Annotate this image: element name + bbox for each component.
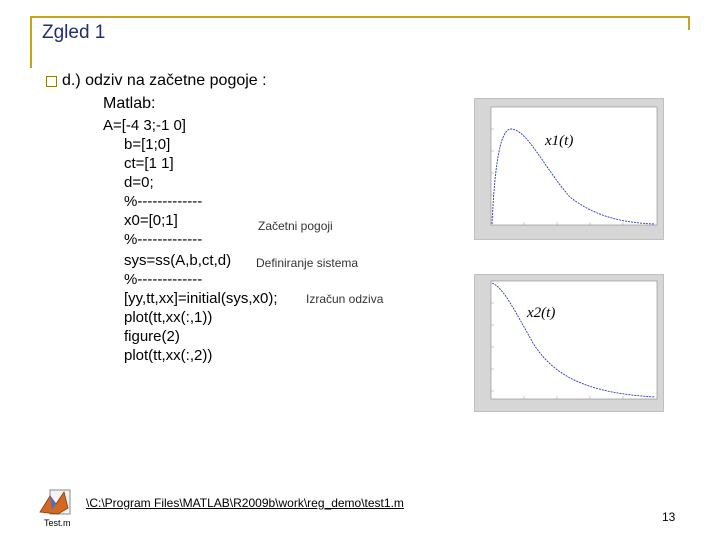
code-line: plot(tt,xx(:,2)) <box>124 347 213 364</box>
annotation-initial-conditions: Začetni pogoji <box>258 219 333 233</box>
annotation-system-definition: Definiranje sistema <box>256 256 359 270</box>
plot-x1-axes <box>491 107 657 225</box>
subheading-text: Matlab: <box>103 95 156 112</box>
code-line: figure(2) <box>124 328 180 345</box>
plot-x1-svg <box>475 99 663 239</box>
matlab-logo-icon <box>36 488 76 518</box>
plot-x2-figure <box>474 274 664 412</box>
code-line: %------------- <box>124 193 203 210</box>
annotation-response-calc: Izračun odziva <box>306 292 384 306</box>
frame-right-tick <box>688 16 690 30</box>
code-line: sys=ss(A,b,ct,d) <box>124 252 232 269</box>
frame-left-line <box>30 16 32 68</box>
file-icon-label: Test.m <box>44 518 71 528</box>
plot-x2-svg <box>475 275 663 411</box>
frame-top-line <box>30 16 690 18</box>
code-line: %------------- <box>124 271 203 288</box>
bullet-square-icon <box>46 76 57 87</box>
code-line: d=0; <box>124 174 154 191</box>
heading-text: d.) odziv na začetne pogoje : <box>62 72 267 89</box>
code-line: x0=[0;1] <box>124 212 178 229</box>
page-number: 13 <box>662 510 676 524</box>
code-line: ct=[1 1] <box>124 155 174 172</box>
plot-x2-axes <box>491 281 657 399</box>
plot-x2-label: x2(t) <box>527 305 556 321</box>
slide-title: Zgled 1 <box>42 22 106 43</box>
code-line: A=[-4 3;-1 0] <box>103 117 186 134</box>
plot-x1-figure <box>474 98 664 240</box>
matlab-file-link[interactable]: \C:\Program Files\MATLAB\R2009b\work\reg_demo\test1.m <box>86 496 404 510</box>
code-line: %------------- <box>124 231 203 248</box>
code-line: [yy,tt,xx]=initial(sys,x0); <box>124 290 278 307</box>
code-line: plot(tt,xx(:,1)) <box>124 309 213 326</box>
plot-x1-label: x1(t) <box>545 133 574 149</box>
code-line: b=[1;0] <box>124 136 171 153</box>
